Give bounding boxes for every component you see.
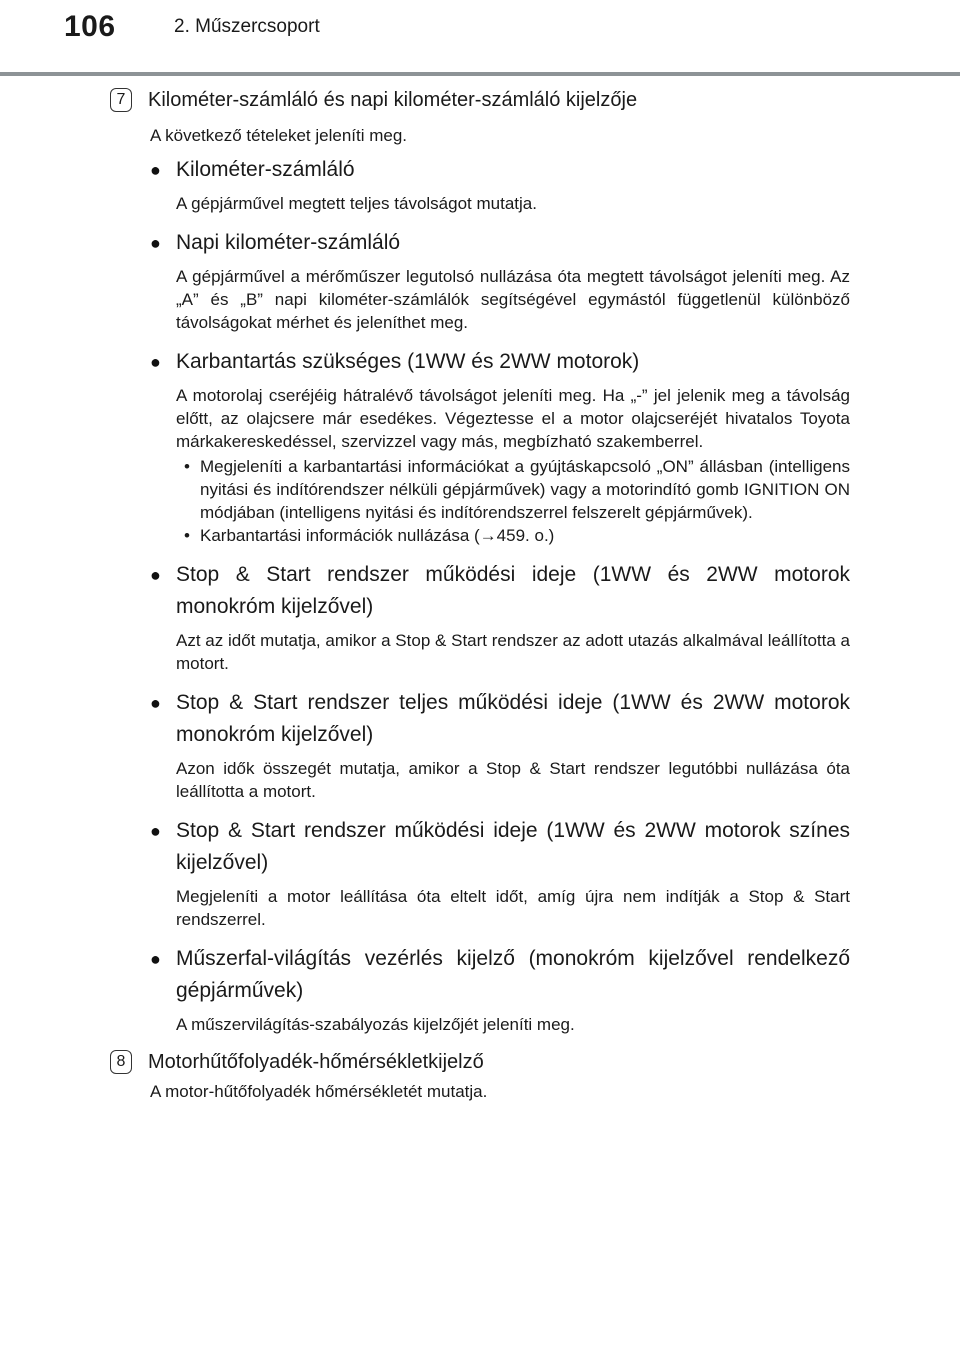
section-number-badge: 7 — [110, 88, 132, 112]
bullet-icon: ● — [150, 693, 161, 713]
item-description: A gépjárművel a mérőműszer legutolsó nullázása óta megtett távolságot jeleníti meg. Az „A” és „B” napi kilométer-számlálók segítségével egymástól függetlenül különböző távolságokat mérhet és jeleníthet meg. — [176, 267, 850, 332]
section-intro: A következő tételeket jeleníti meg. — [150, 126, 408, 145]
section-7-heading — [110, 88, 850, 112]
bullet-icon: ● — [150, 949, 161, 969]
section-7 — [110, 88, 850, 1036]
item-description: A gépjárművel megtett teljes távolságot mutatja. — [176, 194, 537, 213]
bullet-icon: ● — [150, 821, 161, 841]
list-item — [150, 346, 850, 547]
item-description: Azt az időt mutatja, amikor a Stop & Start rendszer az adott utazás alkalmával leállította a motort. — [176, 631, 850, 673]
section-8-heading — [110, 1050, 850, 1074]
list-item — [150, 227, 850, 334]
sub-list — [176, 455, 850, 547]
item-title: Műszerfal-világítás vezérlés kijelző (monokróm kijelzővel rendelkező gépjárművek) — [176, 947, 850, 1002]
list-item — [150, 559, 850, 675]
bullet-icon: ● — [150, 160, 161, 180]
sub-list-item: • Megjeleníti a karbantartási információkat a gyújtáskapcsoló „ON” állásban (intelligens nyitási és indítórendszer nélküli gépjárművek) vagy a motorindító gomb IGNITION ON módjában (intelligens nyitási és indítórendszerrel felszerelt gépjárművek). — [176, 455, 850, 524]
section-number-badge: 8 — [110, 1050, 132, 1074]
section-title: Motorhűtőfolyadék-hőmérsékletkijelző — [148, 1050, 484, 1073]
list-item — [150, 943, 850, 1036]
bullet-icon: ● — [150, 233, 161, 253]
list-item — [150, 815, 850, 931]
section-intro: A motor-hűtőfolyadék hőmérsékletét mutatja. — [150, 1082, 488, 1101]
item-title: Napi kilométer-számláló — [176, 231, 401, 254]
page-content — [110, 88, 850, 1110]
section-title: Kilométer-számláló és napi kilométer-számláló kijelzője — [148, 88, 638, 111]
item-description: Megjeleníti a motor leállítása óta eltelt időt, amíg újra nem indítják a Stop & Start rendszerrel. — [176, 887, 850, 929]
page-number: 106 — [64, 10, 116, 43]
item-title: Stop & Start rendszer működési ideje (1WW és 2WW motorok monokróm kijelzővel) — [176, 563, 850, 618]
list-item — [150, 687, 850, 803]
item-description: A motorolaj cseréjéig hátralévő távolságot jeleníti meg. Ha „-” jel jelenik meg a távolság előtt, az olajcsere már esedékes. Végeztesse el a motor olajcseréjét hivatalos Toyota márkakereskedéssel, szervizzel vagy más, megbízható szakemberrel. — [176, 386, 850, 451]
chapter-title: 2. Műszercsoport — [174, 16, 320, 37]
page-header — [0, 0, 960, 76]
bullet-icon: ● — [150, 565, 161, 585]
item-title: Stop & Start rendszer működési ideje (1WW és 2WW motorok színes kijelzővel) — [176, 819, 850, 874]
sub-list-item: • Karbantartási információk nullázása (→459. o.) — [176, 524, 850, 547]
list-item — [150, 154, 850, 215]
header-divider — [0, 72, 960, 76]
item-description: Azon idők összegét mutatja, amikor a Stop & Start rendszer legutóbbi nullázása óta leállította a motort. — [176, 759, 850, 801]
item-description: A műszervilágítás-szabályozás kijelzőjét jeleníti meg. — [176, 1015, 575, 1034]
item-title: Karbantartás szükséges (1WW és 2WW motorok) — [176, 350, 640, 373]
bullet-icon: ● — [150, 352, 161, 372]
section-8 — [110, 1050, 850, 1102]
item-title: Kilométer-számláló — [176, 158, 355, 181]
item-title: Stop & Start rendszer teljes működési ideje (1WW és 2WW motorok monokróm kijelzővel) — [176, 691, 850, 746]
